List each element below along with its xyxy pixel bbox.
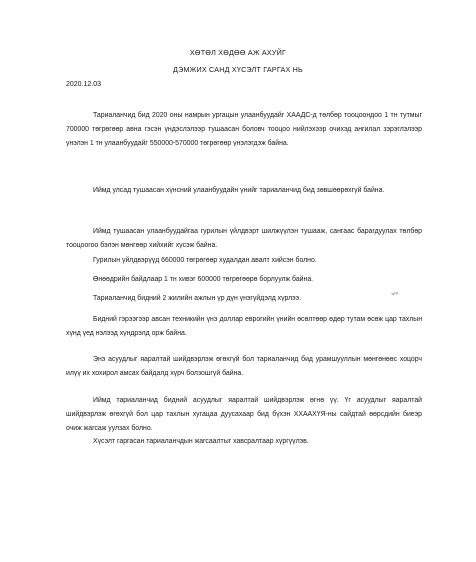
paragraph-4: Гурилын үйлдвэрүүд 660000 төгрөгөөр худалдан авалт хийсэн болно. (93, 257, 317, 264)
paragraph-6: Тариаланчид бидний 2 жилийн ажлын үр дүн үнэгүйдэлд хүрлээ. (93, 295, 302, 302)
paragraph-3: Иймд тушаасан улаанбуудайгаа гурилын үйлдвэрт шилжүүлэн тушааж, сангаас барагдуулах төлбөр тооцоогоо бэлэн мөнгөөр хийхийг хүсэж байна. (66, 228, 422, 249)
paragraph-1: Тариаланчид бид 2020 оны намрын ургацын улаанбуудайг ХААДС-д төлбөр тооцоондоо 1 тн тутмыг 700000 төгрөгөөр авна гэсэн үндэслэлээр тушаасан боловч тооцоо нийлэхээр очихэд ангилал зэрэглэлээр үнэлэн 1 тн улаанбуудайг 550000-570000 төгрөгөөр үнэлэгдэж байна. (66, 112, 422, 147)
document-title-line2: ДЭМЖИХ САНД ХҮСЭЛТ ГАРГАХ НЬ (173, 65, 303, 74)
paragraph-10: Хүсэлт гаргасан тариаланчдын жагсаалтыг хавсралтаар хүргүүлэв. (93, 438, 309, 445)
paragraph-7: Бидний гэрээгээр авсан техникийн үнэ доллар еврогийн үнийн өсөлтөөр өдөр тутам өсөж цар тахлын хүнд үед нэлээд хүндрэлд орж байна. (66, 316, 422, 337)
margin-mark: ᴺᵀᴬ (391, 291, 400, 299)
document-title-line1: ХӨТӨЛ ХӨДӨӨ АЖ АХУЙГ (189, 48, 287, 57)
paragraph-2: Иймд улсад тушаасан хүнсний улаанбуудайн үнийг тариаланчид бид зөвшөөрөхгүй байна. (93, 187, 385, 194)
paragraph-9: Иймд тариаланчид бидний асуудлыг яаралтай шийдвэрлэж өгнө үү. Үг асуудлыг яаралтай шийдвэрлэж өгөхгүй бол цар тахлын хугацаа дуусахаар бид бүхэн ХХААХҮЯ-ны сайдтай өөрсдийн биеэр очиж жагсаж уулзах болно. (66, 397, 422, 432)
paragraph-8: Энэ асуудлыг яаралтай шийдвэрлэж өгөхгүй бол тариаланчид бид урамшууллын мөнгөнөөс хоцорч илүү их хохирол амсах байдалд хүрч болзошгүй байна. (66, 356, 422, 377)
paragraph-5: Өнөөдрийн байдлаар 1 тн хивэг 600000 төгрөгөөрө борлуулж байна. (93, 276, 314, 283)
document-date: 2020.12.03 (66, 81, 102, 88)
